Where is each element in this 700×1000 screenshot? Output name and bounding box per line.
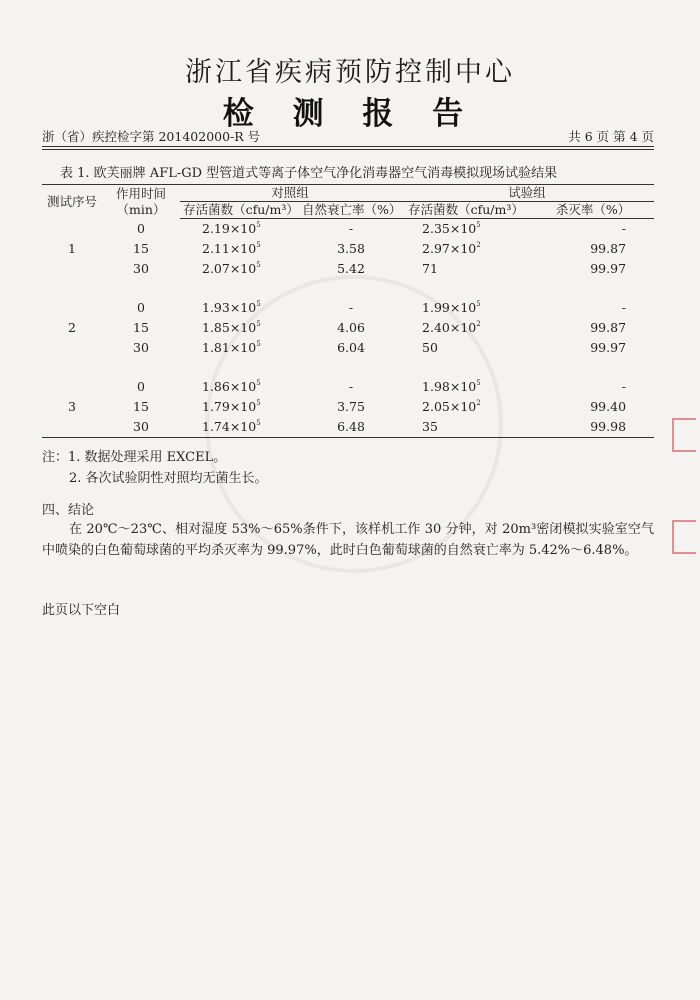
action-time: 30 — [133, 340, 149, 355]
kill-rate: 99.87 — [590, 241, 627, 256]
action-time: 30 — [102, 417, 180, 438]
table-row — [42, 219, 654, 240]
decay-rate: - — [348, 379, 354, 394]
conclusion-text: 在 20℃～23℃、相对湿度 53%～65%条件下，该样机工作 30 分钟，对 20m³密闭模拟实验室空气中喷染的白色葡萄球菌的平均杀灭率为 99.97%，此时白色葡萄球菌的自然衰亡率为 5.42%～6.48%。 — [42, 522, 654, 558]
action-time: 15 — [133, 241, 149, 256]
edge-stamp-mark — [672, 418, 696, 452]
reference-line — [42, 127, 654, 145]
test-survival: $2.05\times 10^2$ — [422, 399, 481, 414]
header-control-survival: 存活菌数（cfu/m³） — [180, 202, 302, 219]
control-survival: $1.85\times 10^5$ — [202, 320, 261, 335]
control-survival: $2.19\times 10^5$ — [202, 221, 261, 236]
header-test-group: 试验组 — [400, 185, 654, 202]
table-row — [42, 338, 654, 358]
action-time: 15 — [133, 320, 149, 335]
test-number: 3 — [68, 399, 76, 414]
test-survival: $1.98\times 10^5$ — [422, 379, 481, 394]
kill-rate: 99.97 — [590, 340, 627, 355]
test-number-empty — [42, 298, 102, 318]
decay-rate: 4.06 — [337, 320, 365, 335]
test-number: 2 — [68, 320, 76, 335]
action-time: 0 — [137, 379, 145, 394]
kill-rate: - — [621, 221, 627, 236]
table-row — [42, 259, 654, 279]
test-number-empty — [42, 259, 102, 279]
header-test-survival: 存活菌数（cfu/m³） — [400, 202, 532, 219]
table-row — [42, 377, 654, 397]
edge-stamp-mark — [672, 520, 696, 554]
test-survival: $2.97\times 10^2$ — [422, 241, 481, 256]
blank-page-note: 此页以下空白 — [42, 603, 121, 618]
header-test-no: 测试序号 — [46, 193, 97, 209]
control-survival: $1.74\times 10^5$ — [180, 417, 302, 438]
decay-rate: - — [348, 300, 354, 315]
decay-rate: - — [348, 221, 354, 236]
kill-rate: 99.87 — [590, 320, 627, 335]
test-number: 1 — [68, 241, 76, 256]
results-table — [42, 184, 654, 438]
table-row — [42, 417, 654, 438]
kill-rate: 99.40 — [590, 399, 627, 414]
header-rule-top — [42, 146, 654, 147]
organization-name: 浙江省疾病预防控制中心 — [185, 57, 515, 88]
action-time: 30 — [133, 261, 149, 276]
control-survival: $1.81\times 10^5$ — [202, 340, 261, 355]
notes — [42, 447, 268, 489]
conclusion-heading: 四、结论 — [42, 503, 95, 518]
table-caption: 表 1. 欧芙丽牌 AFL-GD 型管道式等离子体空气净化消毒器空气消毒模拟现场试验结果 — [60, 166, 558, 181]
test-number-empty — [42, 338, 102, 358]
group-spacer — [42, 358, 654, 377]
action-time: 0 — [137, 220, 145, 236]
note-2: 2. 各次试验阴性对照均无菌生长。 — [69, 471, 268, 486]
test-survival: 35 — [400, 417, 532, 438]
table-row — [42, 318, 654, 338]
decay-rate: 6.48 — [302, 417, 400, 438]
page-count: 共 6 页 第 4 页 — [568, 129, 654, 144]
kill-rate: 99.97 — [590, 261, 627, 276]
test-survival: $2.40\times 10^2$ — [422, 320, 481, 335]
decay-rate: 5.42 — [337, 261, 365, 276]
kill-rate: - — [621, 300, 627, 315]
action-time: 15 — [133, 399, 149, 414]
decay-rate: 6.04 — [337, 340, 365, 355]
control-survival: $2.07\times 10^5$ — [202, 261, 261, 276]
table-row — [42, 239, 654, 259]
header-decay-rate: 自然衰亡率（%） — [302, 202, 402, 217]
control-survival: $1.93\times 10^5$ — [202, 300, 261, 315]
reference-number: 浙（省）疾控检字第 201402000-R 号 — [42, 129, 261, 144]
header-kill-rate: 杀灭率（%） — [532, 202, 654, 219]
test-number-empty — [42, 219, 102, 240]
kill-rate: - — [621, 379, 627, 394]
note-1: 注：1. 数据处理采用 EXCEL。 — [42, 450, 227, 465]
test-survival: $2.35\times 10^5$ — [422, 221, 481, 236]
decay-rate: 3.58 — [337, 241, 365, 256]
test-number-empty — [42, 377, 102, 397]
header-rule-bottom — [42, 149, 654, 150]
test-survival: 71 — [422, 261, 438, 276]
action-time: 0 — [137, 300, 145, 315]
control-survival: $1.86\times 10^5$ — [202, 379, 261, 394]
test-number-empty — [42, 417, 102, 438]
header-time: 作用时间（min） — [115, 185, 166, 217]
test-survival: 50 — [422, 340, 438, 355]
decay-rate: 3.75 — [337, 399, 365, 414]
table-row — [42, 397, 654, 417]
control-survival: $1.79\times 10^5$ — [202, 399, 261, 414]
document-title: 检 测 报 告 — [222, 96, 478, 132]
control-survival: $2.11\times 10^5$ — [202, 241, 261, 256]
kill-rate: 99.98 — [532, 417, 654, 438]
table-row — [42, 298, 654, 318]
header-control-group: 对照组 — [180, 185, 400, 202]
test-survival: $1.99\times 10^5$ — [422, 300, 481, 315]
group-spacer — [42, 279, 654, 298]
